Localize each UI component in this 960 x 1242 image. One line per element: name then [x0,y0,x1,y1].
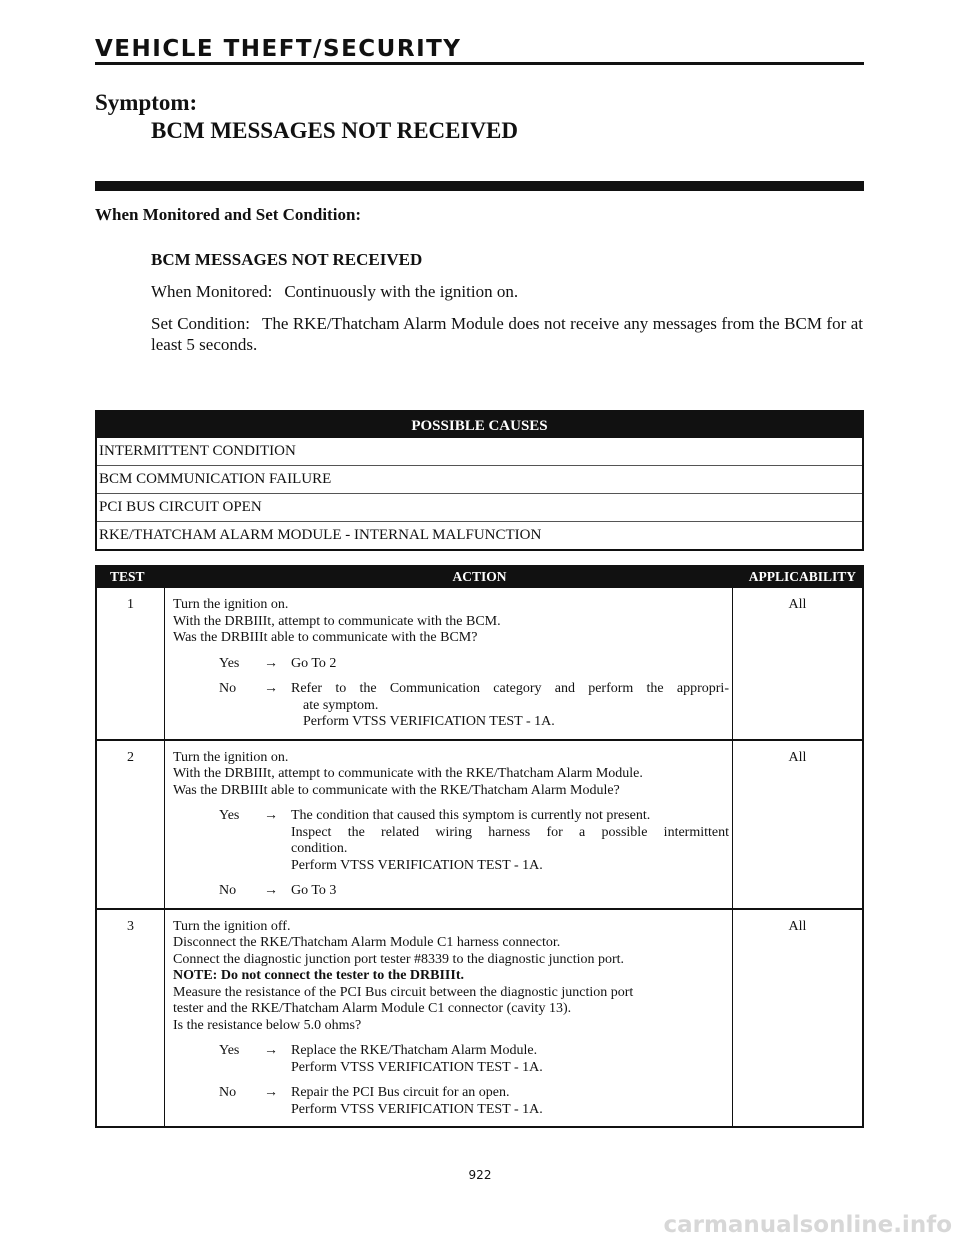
answer-yes [173,656,729,673]
answer-line: Perform VTSS VERIFICATION TEST - 1A. [291,857,543,873]
action-line: Turn the ignition on. [173,597,289,612]
answer-yes [173,808,729,874]
page-number: 922 [468,1168,492,1182]
action-line: Disconnect the RKE/Thatcham Alarm Module C1 harness connector. [173,935,561,950]
action-line: Is the resistance below 5.0 ohms? [173,1017,362,1033]
answer-line: The condition that caused this symptom is currently not present. [291,808,651,823]
action-line: With the DRBIIIt, attempt to communicate with the BCM. [173,613,501,629]
test-row-1 [97,588,862,739]
when-monitored [151,282,518,302]
set-condition-text: The RKE/Thatcham Alarm Module does not receive any messages from the BCM for at least 5 seconds. [151,314,863,354]
cause-item: RKE/THATCHAM ALARM MODULE - INTERNAL MALFUNCTION [97,521,862,549]
arrow-icon: → [264,808,278,823]
answer-line: Go To 3 [291,883,337,898]
answer-line: Repair the PCI Bus circuit for an open. [291,1085,510,1100]
answer-text [291,808,729,874]
section-title: VEHICLE THEFT/SECURITY [95,36,462,62]
action-line: tester and the RKE/Thatcham Alarm Module C1 connector (cavity 13). [173,1001,572,1016]
answer-no [173,1085,729,1118]
test-applicability: All [788,597,807,612]
header-rule [95,62,864,65]
cause-item: PCI BUS CIRCUIT OPEN [97,493,862,521]
cause-item: BCM COMMUNICATION FAILURE [97,465,862,493]
answer-label: No [219,681,237,696]
col-test: TEST [110,569,145,584]
answer-label: Yes [219,1043,240,1058]
test-number: 2 [97,741,165,908]
possible-causes-heading: POSSIBLE CAUSES [97,412,862,438]
arrow-icon: → [264,681,278,696]
action-line: Turn the ignition off. [173,918,291,934]
symptom-label: Symptom: [95,90,198,115]
answer-text [291,883,729,900]
answer-text [291,1085,729,1118]
arrow-icon: → [264,1085,278,1100]
test-table [95,565,864,1128]
monitor-heading: When Monitored and Set Condition: [95,205,362,224]
when-monitored-label: When Monitored: [151,282,273,301]
col-action: ACTION [452,569,507,584]
answer-yes [173,1043,729,1076]
answer-label: Yes [219,655,240,671]
answer-line: Perform VTSS VERIFICATION TEST - 1A. [291,1059,543,1075]
action-line: Measure the resistance of the PCI Bus circuit between the diagnostic junction port [173,984,634,1000]
test-number: 1 [97,588,165,739]
test-applicability: All [788,918,807,934]
action-line: Turn the ignition on. [173,749,289,765]
test-action [165,910,733,1127]
monitor-name: BCM MESSAGES NOT RECEIVED [151,250,423,269]
action-line: With the DRBIIIt, attempt to communicate with the RKE/Thatcham Alarm Module. [173,766,643,781]
action-line: Was the DRBIIIt able to communicate with the BCM? [173,630,478,645]
test-row-3 [97,908,862,1127]
test-row-2 [97,739,862,908]
arrow-icon: → [264,1043,278,1058]
test-applicability: All [788,749,807,765]
possible-causes-table [95,410,864,551]
test-number: 3 [97,910,165,1127]
answer-text [291,1043,729,1076]
answer-line: Perform VTSS VERIFICATION TEST - 1A. [303,714,555,729]
col-applicability: APPLICABILITY [748,569,856,584]
answer-no [173,681,729,731]
answer-text [291,681,729,731]
set-condition [151,313,863,355]
cause-item: INTERMITTENT CONDITION [99,443,296,459]
answer-label: No [219,1085,237,1100]
answer-label: Yes [219,808,240,823]
answer-line: Inspect the related wiring harness for a possible intermittent [291,824,729,840]
test-action [165,741,733,908]
answer-line: Replace the RKE/Thatcham Alarm Module. [291,1043,538,1058]
answer-label: No [219,883,237,898]
answer-line: ate symptom. [303,697,379,713]
symptom-rule [95,181,864,191]
test-table-header [97,565,862,588]
answer-line: Perform VTSS VERIFICATION TEST - 1A. [291,1101,543,1117]
when-monitored-text: Continuously with the ignition on. [284,282,519,301]
answer-text [291,656,729,673]
action-line: Connect the diagnostic junction port tester #8339 to the diagnostic junction port. [173,951,625,967]
action-note: NOTE: Do not connect the tester to the DRBIIIt. [173,968,464,983]
test-action [165,588,733,739]
watermark: carmanualsonline.info [663,1212,952,1238]
answer-no [173,883,729,900]
action-line: Was the DRBIIIt able to communicate with the RKE/Thatcham Alarm Module? [173,782,620,798]
set-condition-label: Set Condition: [151,314,250,333]
symptom-title: BCM MESSAGES NOT RECEIVED [151,118,519,143]
answer-line: Refer to the Communication category and perform the appropri- [291,681,729,696]
arrow-icon: → [264,883,278,898]
answer-line: Go To 2 [291,655,337,671]
answer-line: condition. [291,841,348,856]
arrow-icon: → [264,655,278,671]
